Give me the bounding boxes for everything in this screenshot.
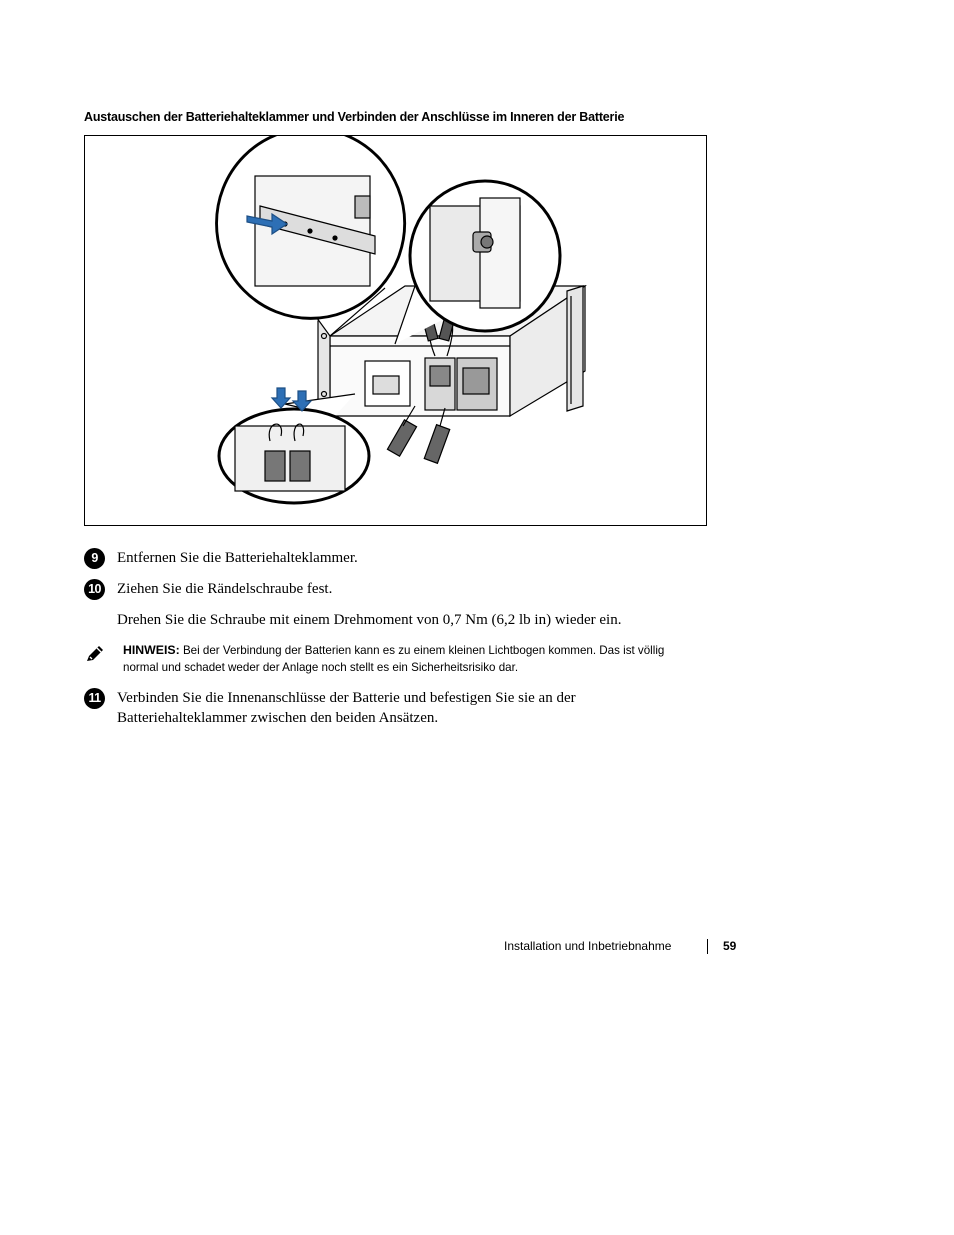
battery-clamp-illustration: [85, 136, 707, 526]
step-number-badge: 9: [84, 548, 105, 569]
step-10-detail: Drehen Sie die Schraube mit einem Drehmoment von 0,7 Nm (6,2 lb in) wieder ein.: [117, 612, 622, 628]
note-label: HINWEIS:: [123, 643, 180, 657]
step-number-badge: 11: [84, 688, 105, 709]
note-text-line1: Bei der Verbindung der Batterien kann es zu einem kleinen Lichtbogen kommen. Das ist völlig: [182, 644, 665, 657]
step-text: Entfernen Sie die Batteriehalteklammer.: [117, 550, 358, 566]
battery-clamp-figure: [84, 135, 707, 526]
footer-divider: [707, 939, 708, 954]
page-footer: [504, 939, 737, 953]
step-number-badge: 10: [84, 579, 105, 600]
step-text-line1: Verbinden Sie die Innenanschlüsse der Batterie und befestigen Sie sie an der: [117, 690, 576, 706]
note-text-line2: normal und schadet weder der Anlage noch stellt es ein Sicherheitsrisiko dar.: [123, 661, 519, 674]
step-text-line2: Batteriehalteklammer zwischen den beiden Ansätzen.: [117, 710, 439, 726]
section-heading: Austauschen der Batteriehalteklammer und Verbinden der Anschlüsse im Inneren der Batterie: [84, 110, 625, 124]
footer-section-title: Installation und Inbetriebnahme: [504, 939, 672, 953]
page-number: 59: [723, 939, 737, 953]
step-text: Ziehen Sie die Rändelschraube fest.: [117, 581, 333, 597]
pencil-note-icon: [85, 645, 105, 668]
